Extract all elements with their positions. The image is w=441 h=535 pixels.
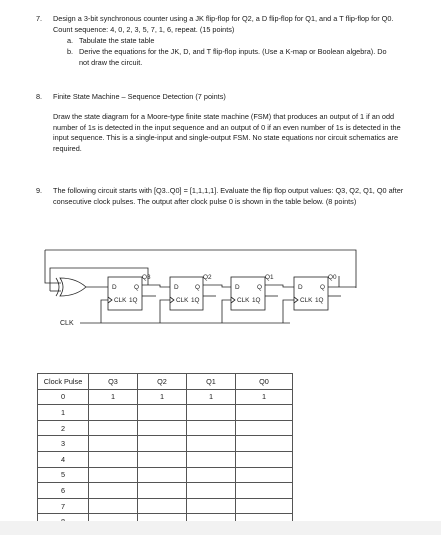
table-row	[38, 451, 293, 467]
cell-q1[interactable]	[187, 498, 236, 514]
clk-tap-1	[101, 300, 108, 323]
ff-q1-d-label: D	[235, 284, 240, 291]
cell-pulse: 7	[38, 498, 89, 514]
q1-to-d-wire	[265, 285, 294, 287]
table-header-row	[38, 374, 293, 390]
ff-q1-clr-label: 1Q	[252, 297, 261, 304]
question-7-text: Design a 3-bit synchronous counter using a JK flip-flop for Q2, a D flip-flop for Q1, and a T flip-flop for Q0. Count sequence: 4, 0, 2, 3, 5, 7, 1, 6, repeat. (15 points)	[53, 14, 394, 34]
table-row	[38, 467, 293, 483]
part-text: Tabulate the state table	[79, 36, 155, 45]
header-q1: Q1	[187, 374, 236, 390]
cell-pulse: 4	[38, 451, 89, 467]
clk-tap-2	[160, 300, 170, 323]
question-9-text: The following circuit starts with [Q3..Q0] = [1,1,1,1]. Evaluate the flip flop output values: Q3, Q2, Q1, Q0 after consecutive clock pulses. The output after clock pulse 0 is shown in the table below. (8 points)	[53, 186, 404, 206]
cell-pulse: 2	[38, 420, 89, 436]
cell-pulse: 3	[38, 436, 89, 452]
cell-q2[interactable]	[138, 498, 187, 514]
q3-to-d-wire	[142, 285, 170, 287]
state-table	[37, 373, 293, 530]
ff-q2-clr-label: 1Q	[191, 297, 200, 304]
ff-q0-out-label: Q0	[328, 274, 337, 281]
clk-tap-4	[283, 300, 294, 323]
cell-q2[interactable]	[138, 467, 187, 483]
feedback-wire	[45, 250, 356, 288]
xor-input-wire	[45, 270, 61, 283]
cell-pulse: 1	[38, 405, 89, 421]
question-8-title: Finite State Machine – Sequence Detection (7 points)	[53, 92, 226, 101]
cell-q3[interactable]	[89, 420, 138, 436]
ff-q2-q-label: Q	[195, 284, 200, 291]
header-q3: Q3	[89, 374, 138, 390]
clk-input-label: CLK	[60, 320, 74, 327]
cell-q2[interactable]: 1	[138, 389, 187, 405]
cell-q3[interactable]	[89, 436, 138, 452]
ff-q0-clk-label: CLK	[300, 297, 313, 304]
cell-q2[interactable]	[138, 483, 187, 499]
xor-gate	[60, 278, 86, 296]
cell-q0[interactable]	[236, 498, 293, 514]
cell-q0[interactable]: 1	[236, 389, 293, 405]
cell-q0[interactable]	[236, 405, 293, 421]
clk-tap-3	[222, 300, 231, 323]
q2-to-d-wire	[203, 285, 231, 287]
part-letter: a.	[67, 36, 74, 45]
table-row	[38, 405, 293, 421]
header-q2: Q2	[138, 374, 187, 390]
ff-q2-out-label: Q2	[203, 274, 212, 281]
header-q0: Q0	[236, 374, 293, 390]
cell-q0[interactable]	[236, 483, 293, 499]
header-clock-pulse: Clock Pulse	[38, 374, 89, 390]
cell-q2[interactable]	[138, 405, 187, 421]
cell-q3[interactable]	[89, 451, 138, 467]
question-9-number: 9.	[36, 186, 43, 195]
clk-triangle-1	[108, 297, 112, 303]
flipflop-q2	[170, 277, 203, 310]
flipflop-q3	[108, 277, 142, 310]
cell-q3[interactable]	[89, 483, 138, 499]
cell-q1[interactable]	[187, 420, 236, 436]
ff-q3-d-label: D	[112, 284, 117, 291]
cell-q1[interactable]	[187, 436, 236, 452]
flipflop-q1	[231, 277, 265, 310]
cell-q2[interactable]	[138, 436, 187, 452]
cell-q2[interactable]	[138, 420, 187, 436]
ff-q1-out-label: Q1	[265, 274, 274, 281]
page-bottom-strip	[0, 521, 441, 535]
table-row	[38, 436, 293, 452]
cell-q2[interactable]	[138, 451, 187, 467]
cell-q1[interactable]	[187, 483, 236, 499]
ff-q2-d-label: D	[174, 284, 179, 291]
cell-q0[interactable]	[236, 420, 293, 436]
cell-q1[interactable]: 1	[187, 389, 236, 405]
table-row	[38, 483, 293, 499]
question-8-body: Draw the state diagram for a Moore-type finite state machine (FSM) that produces an output of 1 if an odd number of 1s is detected in the input sequence and an output of 0 if an even number of 1s is detected in the input sequence. This is a single-input and single-output FSM. No state equations nor circuit schematics are required.	[53, 112, 401, 153]
clk-triangle-4	[294, 297, 298, 303]
cell-q1[interactable]	[187, 467, 236, 483]
ff-q3-out-label: Q3	[142, 274, 151, 281]
cell-pulse: 6	[38, 483, 89, 499]
cell-q1[interactable]	[187, 405, 236, 421]
cell-q1[interactable]	[187, 451, 236, 467]
ff-q2-clk-label: CLK	[176, 297, 189, 304]
cell-q0[interactable]	[236, 436, 293, 452]
ff-q3-clr-label: 1Q	[129, 297, 138, 304]
xor-gate-back-arc	[56, 278, 59, 296]
clk-triangle-3	[231, 297, 235, 303]
table-row	[38, 389, 293, 405]
ff-q1-clk-label: CLK	[237, 297, 250, 304]
part-letter: b.	[67, 47, 74, 56]
flipflop-q0	[294, 277, 328, 310]
cell-q3[interactable]: 1	[89, 389, 138, 405]
table-row	[38, 420, 293, 436]
cell-q3[interactable]	[89, 498, 138, 514]
question-7-number: 7.	[36, 14, 43, 23]
ff-q3-q-label: Q	[134, 284, 139, 291]
cell-pulse: 5	[38, 467, 89, 483]
cell-q3[interactable]	[89, 405, 138, 421]
part-text: Derive the equations for the JK, D, and T flip-flop inputs. (Use a K-map or Boolean algebra). Do not draw the circuit.	[79, 47, 387, 67]
ff-q3-clk-label: CLK	[114, 297, 127, 304]
ff-q1-q-label: Q	[257, 284, 262, 291]
ff-q0-clr-label: 1Q	[315, 297, 324, 304]
question-8-number: 8.	[36, 92, 43, 101]
cell-q3[interactable]	[89, 467, 138, 483]
table-row	[38, 498, 293, 514]
clk-triangle-2	[170, 297, 174, 303]
ff-q0-q-label: Q	[320, 284, 325, 291]
cell-q0[interactable]	[236, 451, 293, 467]
ff-q0-d-label: D	[298, 284, 303, 291]
cell-q0[interactable]	[236, 467, 293, 483]
cell-pulse: 0	[38, 389, 89, 405]
